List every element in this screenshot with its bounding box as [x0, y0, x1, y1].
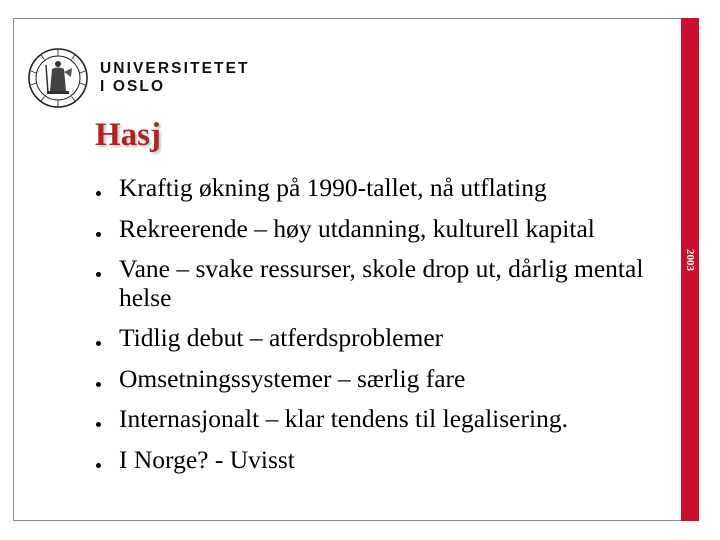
bullet-text: Omsetningssystemer – særlig fare [119, 363, 466, 393]
bullet-dot-icon [96, 463, 101, 468]
year-label [681, 240, 699, 280]
university-name-line1: UNIVERSITETET [100, 60, 250, 77]
bullet-item [96, 405, 666, 434]
bullet-dot-icon [96, 232, 101, 237]
bullet-text: Tidlig debut – atferdsproblemer [119, 323, 444, 352]
university-seal-icon [27, 47, 89, 109]
year-text: 2003 [684, 249, 696, 271]
bullet-item [96, 446, 666, 475]
bullet-list [96, 174, 666, 486]
bullet-item [96, 324, 666, 353]
bullet-item [96, 215, 666, 244]
bullet-dot-icon [96, 422, 101, 427]
bullet-dot-icon [96, 341, 101, 346]
university-name-line2: I OSLO [100, 78, 166, 95]
bullet-item [96, 174, 666, 203]
bullet-text: Vane – svake ressurser, skole drop ut, dårlig mental helse [119, 254, 644, 312]
slide-title: Hasj [95, 117, 161, 153]
bullet-item [96, 365, 666, 394]
bullet-dot-icon [96, 272, 101, 277]
university-name [100, 60, 250, 96]
bullet-dot-icon [96, 382, 101, 387]
bullet-item [96, 255, 666, 312]
bullet-dot-icon [96, 191, 101, 196]
bullet-text: Kraftig økning på 1990-tallet, nå utflating [119, 173, 547, 202]
bullet-text: Internasjonalt – klar tendens til legalisering. [119, 404, 568, 433]
bullet-text: Rekreerende – høy utdanning, kulturell kapital [119, 213, 595, 243]
bullet-text: I Norge? - Uvisst [119, 444, 295, 474]
